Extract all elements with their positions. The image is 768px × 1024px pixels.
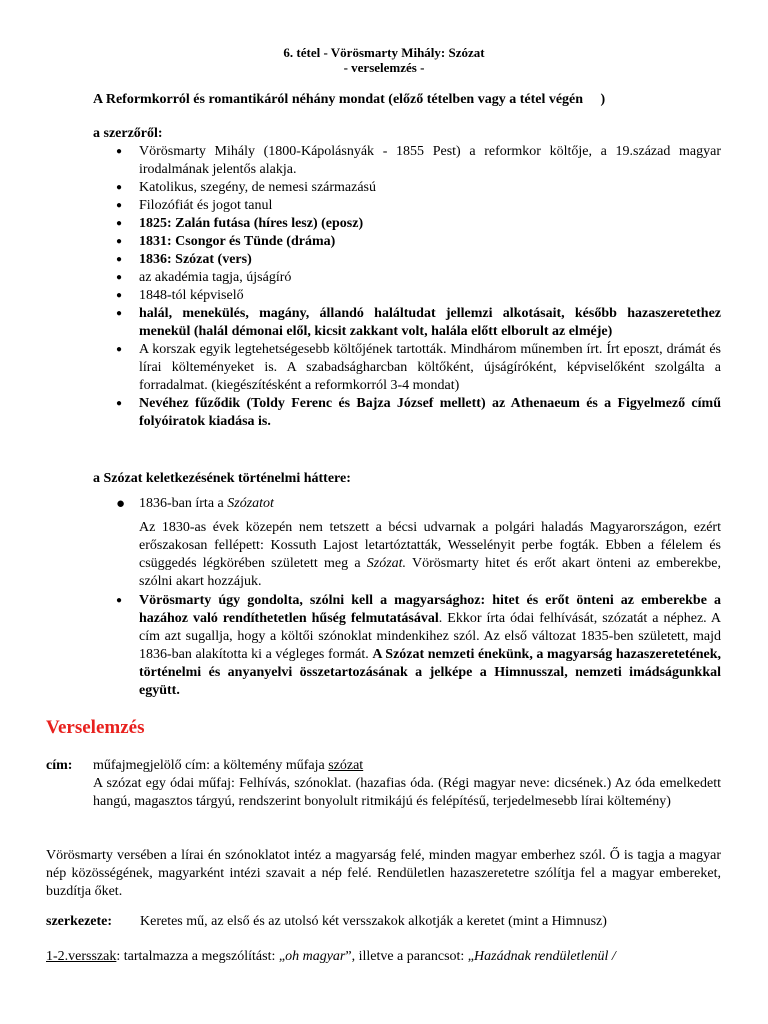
cim-genre: szózat — [328, 758, 364, 773]
list-item — [116, 592, 721, 700]
history-item-1-text: 1836-ban írta a — [139, 496, 228, 511]
cim-text: műfajmegjelölő cím: a költemény műfaja — [93, 758, 329, 773]
cim-label: cím: — [46, 758, 73, 773]
cim-line — [93, 757, 363, 775]
history-item-1-title: Szózatot — [227, 496, 274, 511]
stanza-label: 1-2.versszak — [46, 949, 117, 964]
cim-description: A szózat egy ódai műfaj: Felhívás, szónoklat. (hazafias óda. (Régi magyar neve: dicsének.) Az óda emelkedett hangú, magasztos tárgyú, rendszerint bonyolult ritmikájú és felépítésű, terjedelmesebb lírai költemény) — [93, 776, 721, 809]
stanza-quote-2: Hazádnak rendületlenül / — [474, 949, 616, 964]
history-item-2-conclusion: A Szózat nemzeti énekünk, a magyarság hazaszeretetének, történelmi és anyanyelvi összetartozásának a jelképe a Himnusszal, nemzeti imádságunkkal együtt. — [139, 647, 721, 698]
history-paragraph — [139, 519, 721, 591]
analysis-paragraph: Vörösmarty versében a lírai én szónoklatot intéz a magyarság felé, minden magyar emberhez szól. Ő is tagja a magyar nép közösségének, magyarként intézi szavait a nép felé. Rendületlen hazaszeretetre szólítja fel a magyar embereket, buzdítja őket. — [46, 848, 721, 899]
stanza-line — [46, 948, 616, 966]
bullet-icon: ● — [116, 496, 126, 512]
history-item-2-bold: Vörösmarty úgy gondolta, szólni kell a magyarsághoz: hitet és erőt önteni az emberekbe a hazához való rendíthetetlen hűség felmutatásával — [139, 593, 721, 626]
list-item: ● halál, menekülés, magány, állandó haláltudat jellemzi alkotásait, később hazaszeretethez menekül (halál démonai elől, kicsit zakkant volt, halála előtt elborult az elméje) — [116, 305, 721, 341]
stanza-quote-1: oh magyar — [285, 949, 346, 964]
structure-label: szerkezete: — [46, 914, 113, 929]
list-item: ● 1848-tól képviselő — [116, 287, 721, 305]
author-heading: a szerzőről: — [93, 126, 163, 141]
list-item: ● A korszak egyik legtehetségesebb költőjének tartották. Mindhárom műnemben írt. Írt eposzt, drámát és lírai költeményeket is. A szabadságharcban költőként, újságíróként, képviselőként szolgálta a forradalmat. (kiegészítésként a reformkorról 3-4 mondat) — [116, 341, 721, 395]
list-item: ● Vörösmarty Mihály (1800-Kápolásnyák - 1855 Pest) a reformkor költője, a 19.század magyar irodalmának jelentős alakja. — [116, 143, 721, 179]
history-paragraph-end: Vörösmarty hitet és erőt akart önteni az emberekbe, szólni akart hozzájuk. — [139, 556, 721, 589]
document-subtitle: - verselemzés - — [343, 60, 425, 75]
history-item-2-text: . Ekkor írta ódai felhívását, szózatát a néphez. A cím azt sugallja, hogy a költői szónoklat mindenkihez szól. Az első változat 1835-ben született, majd 1836-ban alakította ki a végleges formát. — [139, 611, 721, 662]
history-paragraph-title: Szózat. — [366, 556, 407, 571]
list-item: ● 1831: Csongor és Tünde (dráma) — [116, 233, 721, 251]
author-list — [116, 143, 721, 431]
history-paragraph-text: Az 1830-as évek közepén nem tetszett a bécsi udvarnak a polgári haladás Magyarországon, ezért erőszakosan fellépett: Kossuth Lajost letartóztatták, Wesselényit perbe fogták. Ebben a félelem és csüggedés légkörében született meg a — [139, 520, 721, 571]
document-title: 6. tétel - Vörösmarty Mihály: Szózat — [283, 45, 485, 60]
list-item: ● Nevéhez fűződik (Toldy Ferenc és Bajza József mellett) az Athenaeum és a Figyelmező című folyóiratok kiadása is. — [116, 395, 721, 431]
list-item: ● 1836: Szózat (vers) — [116, 251, 721, 269]
history-list — [116, 592, 721, 700]
list-item: ● az akadémia tagja, újságíró — [116, 269, 721, 287]
list-item: ● Katolikus, szegény, de nemesi származású — [116, 179, 721, 197]
list-item: ● 1825: Zalán futása (híres lesz) (eposz) — [116, 215, 721, 233]
stanza-text-2: ”, illetve a parancsot: „ — [345, 949, 475, 964]
history-heading: a Szózat keletkezésének történelmi háttere: — [93, 471, 351, 486]
intro-line: A Reformkorról és romantikáról néhány mondat (előző tételben vagy a tétel végén ) — [93, 92, 606, 107]
list-item: ● Filozófiát és jogot tanul — [116, 197, 721, 215]
stanza-text: : tartalmazza a megszólítást: „ — [116, 949, 286, 964]
structure-text: Keretes mű, az első és az utolsó két versszakok alkotják a keretet (mint a Himnusz) — [140, 914, 607, 929]
section-heading: Verselemzés — [46, 717, 145, 738]
